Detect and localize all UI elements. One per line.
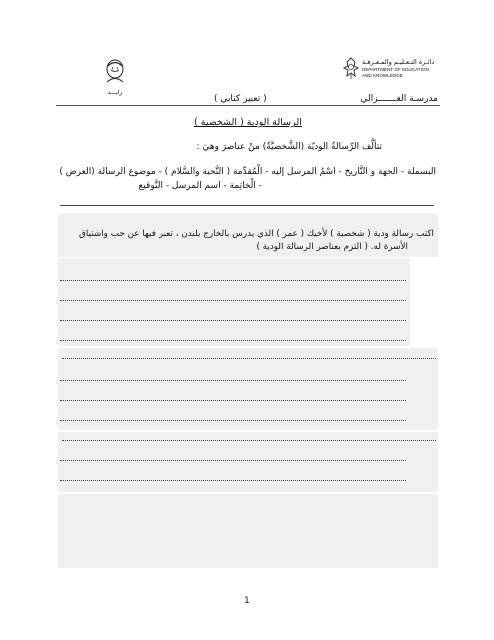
writing-box-1 <box>58 258 410 346</box>
header-divider <box>56 105 440 106</box>
task-prompt-line-2: الأسرة له. ( التزم بعناصر الرسالة الودية ) <box>256 242 408 252</box>
lesson-intro: تتألَّف الرِّسالةُ الوديّة (الشَّخصيَّةُ) منْ عناصرَ وهيَ : <box>196 142 382 152</box>
writing-line[interactable] <box>60 380 406 381</box>
writing-box-4 <box>58 494 438 568</box>
elements-line-1: البسملة - الجهة و التَّاريخ - اسْمُ المرسل إليه - الْمُقدِّمة ( التَّحية والسَّلام ) - موضوع الرسالة (العرض ) <box>59 167 436 177</box>
zayed-emblem <box>100 58 130 96</box>
lesson-title: الرسالة الودية ( الشخصية ) <box>194 117 302 128</box>
ministry-name-en <box>362 67 429 78</box>
subject-label: ( تعبير كتابي ) <box>214 94 267 104</box>
ministry-name-en-line1: DEPARTMENT OF EDUCATION <box>362 67 429 72</box>
department-logo <box>340 56 440 92</box>
falcon-emblem-icon <box>342 56 360 80</box>
writing-line[interactable] <box>60 340 406 341</box>
school-name: مدرسـة الغـــــــزالي <box>360 94 438 104</box>
section-divider <box>60 205 434 206</box>
writing-line[interactable] <box>60 460 406 461</box>
writing-line[interactable] <box>60 400 406 401</box>
writing-box-3 <box>58 432 438 492</box>
writing-line[interactable] <box>60 320 406 321</box>
task-prompt-line-1: اكتب رسالة ودية ( شخصية ) لأخيك ( عمر ) الذي يدرس بالخارج بلندن ، تعبر فيها عن حب واشتياق <box>79 229 434 239</box>
page-number: 1 <box>244 596 250 606</box>
ministry-name-ar: دائـرة التـعـليـم والمـعـرفـة <box>362 58 435 66</box>
writing-line[interactable] <box>60 480 406 481</box>
writing-line[interactable] <box>60 420 406 421</box>
writing-line[interactable] <box>62 358 436 359</box>
emblem-caption: زايـــد <box>107 89 123 96</box>
elements-line-2: - الْخاتِمة - اسم المرسل - التَّوقيع <box>138 181 262 191</box>
writing-line[interactable] <box>60 300 406 301</box>
writing-box-2 <box>58 348 438 430</box>
zayed-portrait-icon <box>104 58 126 84</box>
writing-line[interactable] <box>60 280 406 281</box>
writing-line[interactable] <box>62 440 436 441</box>
ministry-name-en-line2: AND KNOWLEDGE <box>362 72 403 78</box>
